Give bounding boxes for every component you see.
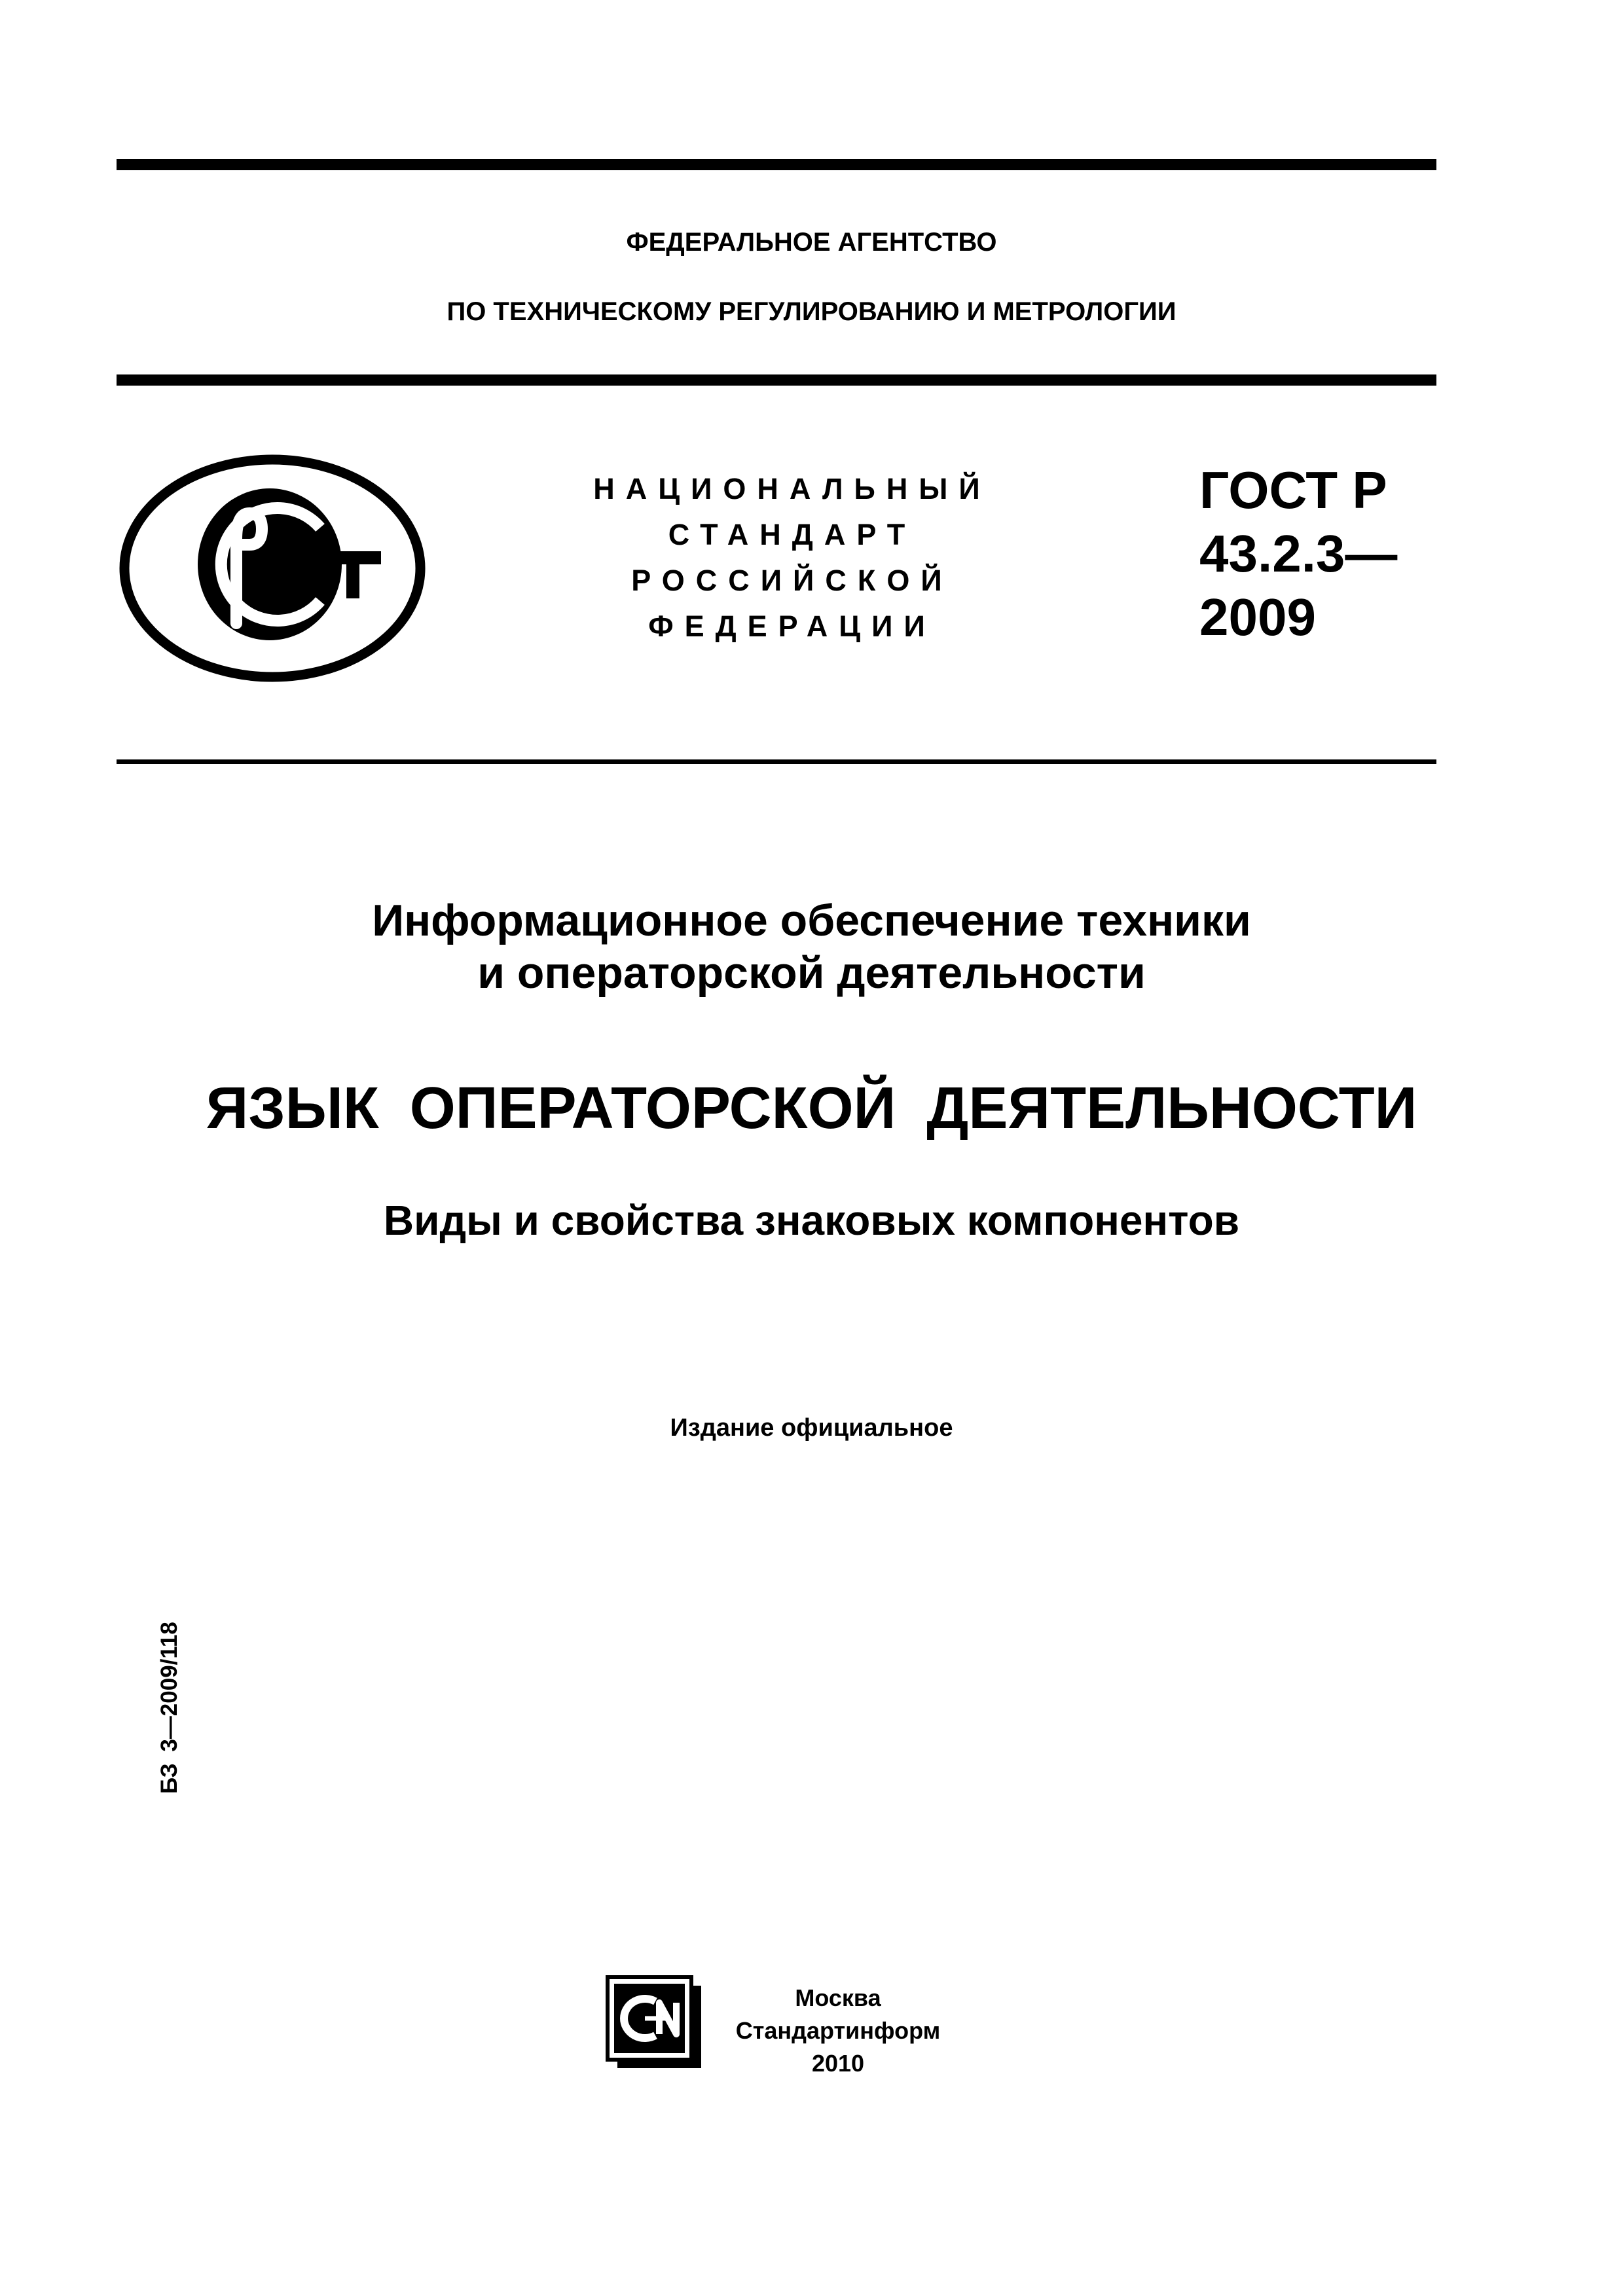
- standard-designation: [1199, 458, 1435, 649]
- designation-line: 43.2.3—: [1199, 524, 1398, 583]
- publisher-year: 2010: [811, 2050, 865, 2077]
- standartinform-logo: [604, 1974, 706, 2072]
- section-rule: [117, 759, 1436, 764]
- title-line1: Информационное обеспечение техники: [372, 896, 1251, 945]
- subtitle: Виды и свойства знаковых компонентов: [383, 1197, 1240, 1244]
- agency-name-line1: ФЕДЕРАЛЬНОЕ АГЕНТСТВО: [626, 228, 997, 257]
- standard-type-line: РОССИЙСКОЙ: [631, 564, 953, 597]
- title-line2: и операторской деятельности: [477, 948, 1146, 998]
- side-code-text: БЗ 3—2009/118: [156, 1622, 182, 1794]
- standard-type-line: НАЦИОНАЛЬНЫЙ: [593, 472, 991, 505]
- agency-name-line2: ПО ТЕХНИЧЕСКОМУ РЕГУЛИРОВАНИЮ И МЕТРОЛОГИИ: [447, 297, 1176, 326]
- publisher-city: Москва: [795, 1984, 881, 2011]
- designation-line: ГОСТ Р: [1199, 461, 1387, 519]
- main-title: ЯЗЫК ОПЕРАТОРСКОЙ ДЕЯТЕЛЬНОСТИ: [206, 1076, 1417, 1141]
- publisher-name: Стандартинформ: [735, 2017, 941, 2044]
- rst-certification-logo: [117, 452, 428, 685]
- top-rule: [117, 159, 1436, 170]
- designation-line: 2009: [1199, 588, 1316, 646]
- edition-label: Издание официальное: [670, 1414, 953, 1442]
- header-rule: [117, 374, 1436, 386]
- standard-type-line: СТАНДАРТ: [668, 518, 917, 551]
- publisher-block: [714, 1982, 962, 2080]
- standard-type: [550, 466, 1034, 649]
- standard-type-line: ФЕДЕРАЦИИ: [648, 610, 936, 643]
